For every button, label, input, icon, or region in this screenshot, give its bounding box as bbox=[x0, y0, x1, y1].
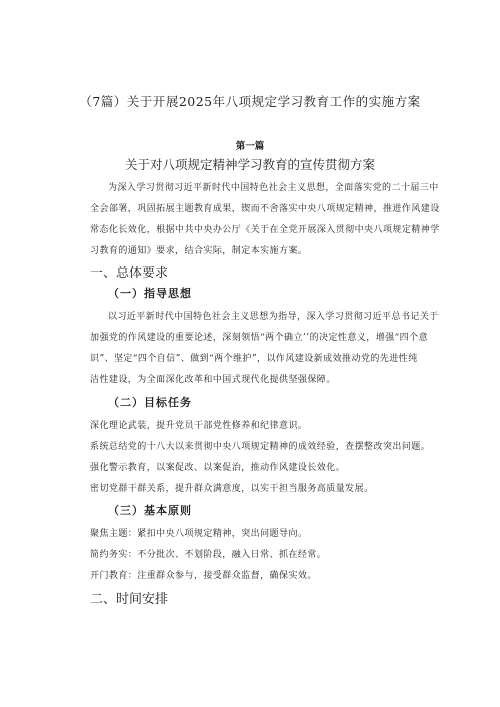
goal-item: 深化理论武装，提升党员干部党性修养和纪律意识。 bbox=[90, 421, 308, 431]
document-title: （7篇）关于开展2025年八项规定学习教育工作的实施方案 bbox=[79, 94, 421, 109]
goal-item: 系统总结党的十八大以来贯彻中央八项规定精神的成效经验，查摆整改突出问题。 bbox=[90, 442, 431, 452]
intro-line: 常态化长效化，根据中共中央办公厅《关于在全党开展深入贯彻中央八项规定精神学 bbox=[90, 225, 440, 235]
principle-item: 开门教育：注重群众参与，接受群众监督，确保实效。 bbox=[90, 571, 317, 581]
principle-item: 简约务实：不分批次、不划阶段，融入日常、抓在经常。 bbox=[90, 550, 327, 560]
guiding-line: 加强党的作风建设的重要论述，深刻领悟“两个确立’’的决定性意义，增强“四个意 bbox=[90, 333, 429, 343]
section-heading-general: 一、总体要求 bbox=[90, 266, 169, 281]
intro-line: 为深入学习贯彻习近平新时代中国特色社会主义思想，全面落实党的二十届三中 bbox=[108, 183, 439, 193]
goal-item: 强化警示教育，以案促改、以案促治，推动作风建设长效化。 bbox=[90, 463, 346, 473]
subsection-heading-guiding: （一）指导思想 bbox=[108, 287, 192, 300]
subsection-heading-goals: （二）目标任务 bbox=[108, 396, 192, 409]
guiding-line: 洁性建设，为全面深化改革和中国式现代化提供坚强保障。 bbox=[90, 375, 336, 385]
subsection-heading-principles: （三）基本原则 bbox=[108, 504, 192, 517]
section-heading-schedule: 二、时间安排 bbox=[90, 592, 169, 607]
guiding-line: 识”、坚定“四个自信”、做到“两个维护”，以作风建设新成效推动党的先进性纯 bbox=[90, 354, 418, 364]
guiding-line: 以习近平新时代中国特色社会主义思想为指导，深入学习贯彻习近平总书记关于 bbox=[108, 312, 439, 322]
intro-line: 习教育的通知》要求，结合实际，制定本实施方案。 bbox=[90, 246, 308, 256]
principle-item: 聚焦主题：紧扣中央八项规定精神，突出问题导向。 bbox=[90, 529, 308, 539]
part-subtitle: 关于对八项规定精神学习教育的宣传贯彻方案 bbox=[124, 157, 375, 172]
part-label: 第一篇 bbox=[235, 141, 265, 152]
goal-item: 密切党群干群关系，提升群众满意度，以实干担当服务高质量发展。 bbox=[90, 484, 374, 494]
intro-line: 全会部署，巩固拓展主题教育成果，锲而不舍落实中央八项规定精神，推进作风建设 bbox=[90, 204, 440, 214]
